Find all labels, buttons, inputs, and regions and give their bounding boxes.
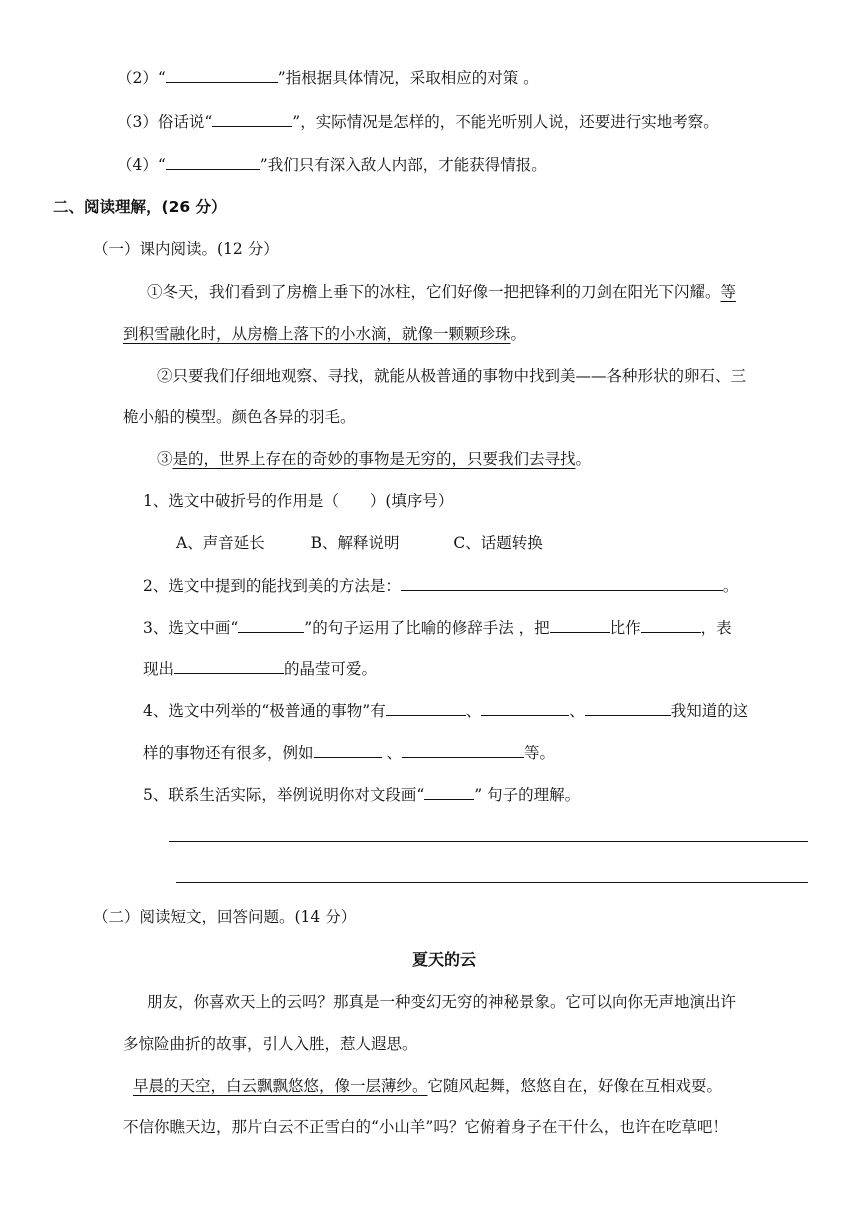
passage-p2-line2: 桅小船的模型。颜色各异的羽毛。 <box>123 408 356 426</box>
idiom-q3: （3）俗话说“ ”，实际情况是怎样的，不能光听别人说，还要进行实地考察。 <box>117 110 719 133</box>
passage-p3: ③是的，世界上存在的奇妙的事物是无穷的，只要我们去寻找。 <box>157 450 592 468</box>
part2-heading: （二）阅读短文，回答问题。(14 分） <box>93 908 357 926</box>
answer-blank[interactable] <box>585 699 671 716</box>
question-4: 4、选文中列举的“极普通的事物”有 、 、 我知道的这 <box>143 699 748 722</box>
option-c: C、话题转换 <box>453 534 543 552</box>
question-1-options <box>176 532 543 554</box>
answer-blank[interactable] <box>212 110 292 127</box>
article-title: 夏天的云 <box>412 950 477 969</box>
passage-p1-line1: ①冬天，我们看到了房檐上垂下的冰柱，它们好像一把把锋利的刀剑在阳光下闪耀。等 <box>147 283 737 301</box>
question-1: 1、选文中破折号的作用是（ ）(填序号） <box>143 492 454 510</box>
article-p2-line1: 早晨的天空，白云飘飘悠悠，像一层薄纱。它随风起舞，悠悠自在，好像在互相戏耍。 <box>133 1077 723 1095</box>
passage-p1-line2: 到积雪融化时，从房檐上落下的小水滴，就像一颗颗珍珠。 <box>123 325 527 343</box>
answer-blank[interactable] <box>401 574 723 591</box>
answer-blank[interactable] <box>314 741 382 758</box>
option-a: A、声音延长 <box>176 534 265 552</box>
answer-blank[interactable] <box>386 699 466 716</box>
question-4-line2: 样的事物还有很多，例如 、 等。 <box>143 741 555 764</box>
article-p1-line2: 多惊险曲折的故事，引人入胜，惹人遐思。 <box>123 1035 418 1053</box>
answer-blank[interactable] <box>174 657 284 674</box>
question-2: 2、选文中提到的能找到美的方法是： 。 <box>143 574 738 597</box>
answer-blank[interactable] <box>238 616 304 633</box>
section-heading: 二、阅读理解，(26 分） <box>53 198 227 216</box>
question-3-line2: 现出 的晶莹可爱。 <box>143 657 377 680</box>
answer-blank[interactable] <box>424 783 474 800</box>
part1-heading: （一）课内阅读。(12 分） <box>93 240 279 258</box>
question-3: 3、选文中画“ ”的句子运用了比喻的修辞手法 ，把 比作 ，表 <box>143 616 732 639</box>
answer-line[interactable] <box>169 841 808 842</box>
idiom-q4: （4）“ ”我们只有深入敌人内部，才能获得情报。 <box>117 153 547 176</box>
option-b: B、解释说明 <box>310 534 400 552</box>
article-p1-line1: 朋友，你喜欢天上的云吗？那真是一种变幻无穷的神秘景象。它可以向你无声地演出许 <box>147 993 737 1011</box>
idiom-q2: （2）“ ”指根据具体情况，采取相应的对策 。 <box>117 66 539 89</box>
passage-p2-line1: ②只要我们仔细地观察、寻找，就能从极普通的事物中找到美——各种形状的卵石、三 <box>157 367 747 385</box>
answer-blank[interactable] <box>641 616 701 633</box>
article-p2-line2: 不信你瞧天边，那片白云不正雪白的“小山羊”吗？它俯着身子在干什么，也许在吃草吧！ <box>123 1118 728 1136</box>
answer-line[interactable] <box>176 882 808 883</box>
answer-blank[interactable] <box>166 66 278 83</box>
answer-blank[interactable] <box>550 616 610 633</box>
answer-blank[interactable] <box>481 699 569 716</box>
question-5: 5、联系生活实际，举例说明你对文段画“ ” 句子的理解。 <box>143 783 580 806</box>
answer-blank[interactable] <box>166 153 260 170</box>
answer-blank[interactable] <box>402 741 524 758</box>
